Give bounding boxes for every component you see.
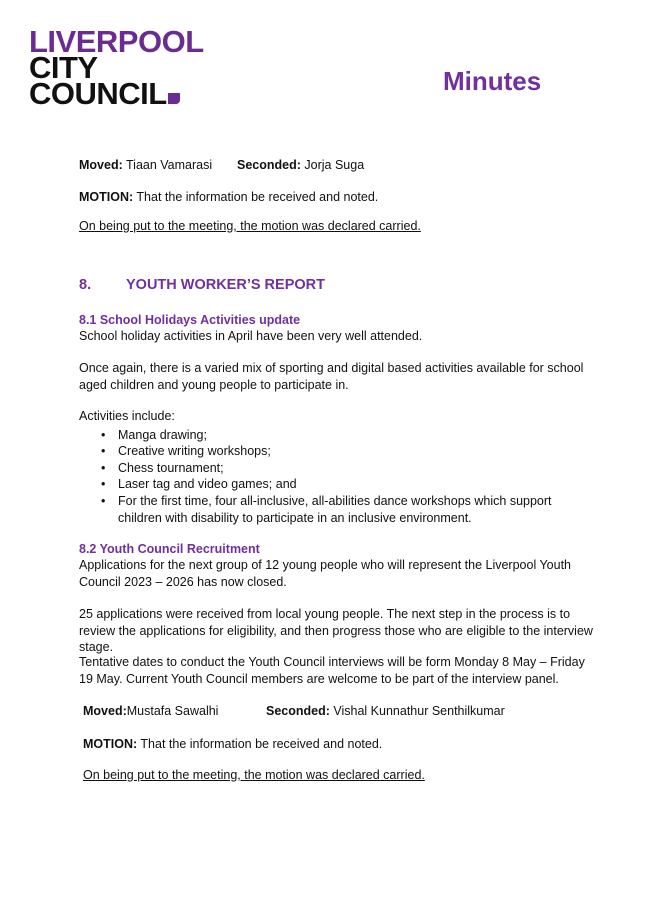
- subsection-8-2-p1: Applications for the next group of 12 young people who will represent the Liverpool Youth Council 2023 – 2026 has now closed.: [79, 558, 571, 589]
- subsection-8-1-p3: Activities include:: [79, 409, 175, 423]
- list-item: Manga drawing;: [118, 428, 207, 442]
- section-title: YOUTH WORKER’S REPORT: [126, 277, 325, 293]
- subsection-8-1-p1: School holiday activities in April have been very well attended.: [79, 329, 423, 343]
- list-item: Creative writing workshops;: [118, 444, 271, 458]
- seconded-label: Seconded:: [237, 158, 301, 172]
- section-number: 8.: [79, 277, 92, 293]
- page-title: Minutes: [443, 66, 542, 96]
- seconded-name: Vishal Kunnathur Senthilkumar: [333, 704, 505, 718]
- bullet-icon: •: [101, 477, 106, 491]
- subsection-8-2-p2: 25 applications were received from local young people. The next step in the process is to review the applications for eligibility, and then progress those who are eligible to the interview stage.: [79, 607, 593, 654]
- seconded-label: Seconded:: [266, 704, 330, 718]
- logo-line-2: CITY: [29, 50, 98, 85]
- motion2-seconded-line: [266, 703, 505, 720]
- motion-text: That the information be received and noted.: [140, 737, 383, 751]
- motion1-moved-line: [79, 157, 212, 174]
- moved-label: Moved:: [79, 158, 123, 172]
- motion2-moved-line: [83, 703, 218, 720]
- logo-line-3-text: COUNCIL: [29, 76, 167, 111]
- list-item: Laser tag and video games; and: [118, 477, 297, 491]
- bullet-icon: •: [101, 494, 106, 508]
- list-item: Chess tournament;: [118, 461, 224, 475]
- moved-label: Moved:: [83, 704, 127, 718]
- subsection-8-1-p2: Once again, there is a varied mix of sporting and digital based activities available for school aged children and young people to participate in.: [79, 361, 584, 392]
- subsection-8-2-heading: 8.2 Youth Council Recruitment: [79, 542, 260, 556]
- logo-block-icon: [168, 93, 180, 104]
- motion-label: MOTION:: [79, 190, 134, 204]
- council-logo: [29, 24, 204, 111]
- bullet-icon: •: [101, 428, 106, 442]
- logo-line-1: LIVERPOOL: [29, 24, 204, 59]
- seconded-name: Jorja Suga: [304, 158, 365, 172]
- moved-name: Tiaan Vamarasi: [126, 158, 213, 172]
- bullet-icon: •: [101, 461, 106, 475]
- bullet-icon: •: [101, 444, 106, 458]
- motion-text: That the information be received and noted.: [136, 190, 379, 204]
- list-item: For the first time, four all-inclusive, all-abilities dance workshops which support children with disability to participate in an inclusive environment.: [118, 494, 552, 525]
- motion1-text: [79, 189, 378, 206]
- moved-name: Mustafa Sawalhi: [126, 704, 219, 718]
- logo-line-3: [29, 76, 204, 111]
- subsection-8-2-p3: Tentative dates to conduct the Youth Council interviews will be form Monday 8 May – Friday 19 May. Current Youth Council members are welcome to be part of the interview panel.: [79, 655, 585, 686]
- motion1-seconded-line: [237, 157, 364, 174]
- motion1-result: On being put to the meeting, the motion was declared carried.: [79, 219, 421, 233]
- motion2-result: On being put to the meeting, the motion was declared carried.: [83, 768, 425, 782]
- motion2-text: [83, 736, 382, 753]
- motion-label: MOTION:: [83, 737, 138, 751]
- subsection-8-1-heading: 8.1 School Holidays Activities update: [79, 313, 301, 327]
